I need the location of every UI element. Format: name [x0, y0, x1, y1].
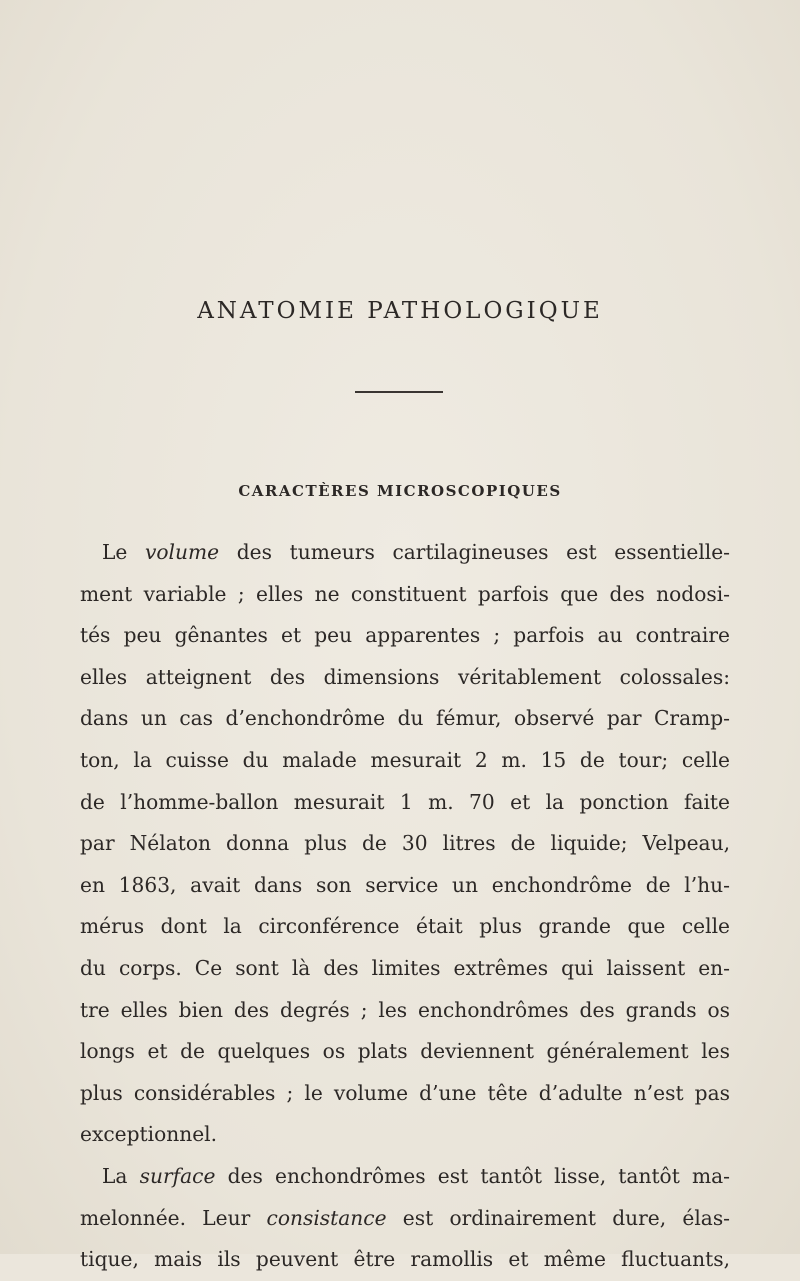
text-fragment: des tumeurs cartilagineuses est essentielle-	[219, 540, 731, 564]
text-line: ton, la cuisse du malade mesurait 2 m. 15 de tour; celle	[80, 747, 730, 772]
title-divider-rule	[355, 391, 443, 393]
text-line: ment variable ; elles ne constituent parfois que des nodosi-	[80, 581, 730, 606]
text-line	[80, 532, 730, 574]
text-fragment: des enchondrômes est tantôt lisse, tantôt ma-	[215, 1163, 731, 1188]
emphasis-volume: volume	[145, 540, 220, 564]
section-title: CARACTÈRES MICROSCOPIQUES	[238, 482, 562, 500]
text-line: elles atteignent des dimensions véritablement colossales:	[80, 664, 730, 689]
paragraph-volume	[80, 532, 730, 1156]
text-line: longs et de quelques os plats deviennent généralement les	[80, 1039, 730, 1064]
text-line: dans un cas d’enchondrôme du fémur, observé par Cramp-	[80, 706, 730, 731]
text-line: exceptionnel.	[80, 1122, 218, 1147]
text-line: en 1863, avait dans son service un enchondrôme de l’hu-	[80, 872, 730, 897]
text-line: mérus dont la circonférence était plus grande que celle	[80, 914, 730, 939]
emphasis-surface: surface	[139, 1163, 216, 1188]
text-line	[80, 1198, 730, 1240]
text-line: de l’homme-ballon mesurait 1 m. 70 et la ponction faite	[80, 789, 730, 814]
chapter-title: ANATOMIE PATHOLOGIQUE	[197, 298, 603, 324]
text-fragment: La	[102, 1163, 140, 1188]
text-fragment: est ordinairement dure, élas-	[386, 1205, 730, 1230]
text-line: tés peu gênantes et peu apparentes ; parfois au contraire	[80, 623, 730, 648]
text-line	[80, 1156, 730, 1198]
body-text	[80, 532, 730, 1281]
text-line: tique, mais ils peuvent être ramollis et même fluctuants,	[80, 1247, 730, 1272]
emphasis-consistance: consistance	[266, 1205, 387, 1230]
paragraph-surface	[80, 1156, 730, 1281]
text-line: plus considérables ; le volume d’une tête d’adulte n’est pas	[80, 1080, 730, 1105]
text-line: tre elles bien des degrés ; les enchondrômes des grands os	[80, 997, 730, 1022]
text-line: du corps. Ce sont là des limites extrêmes qui laissent en-	[80, 955, 730, 980]
text-line: par Nélaton donna plus de 30 litres de liquide; Velpeau,	[80, 831, 730, 856]
text-fragment: melonnée. Leur	[80, 1205, 267, 1230]
text-fragment: Le	[102, 540, 145, 564]
